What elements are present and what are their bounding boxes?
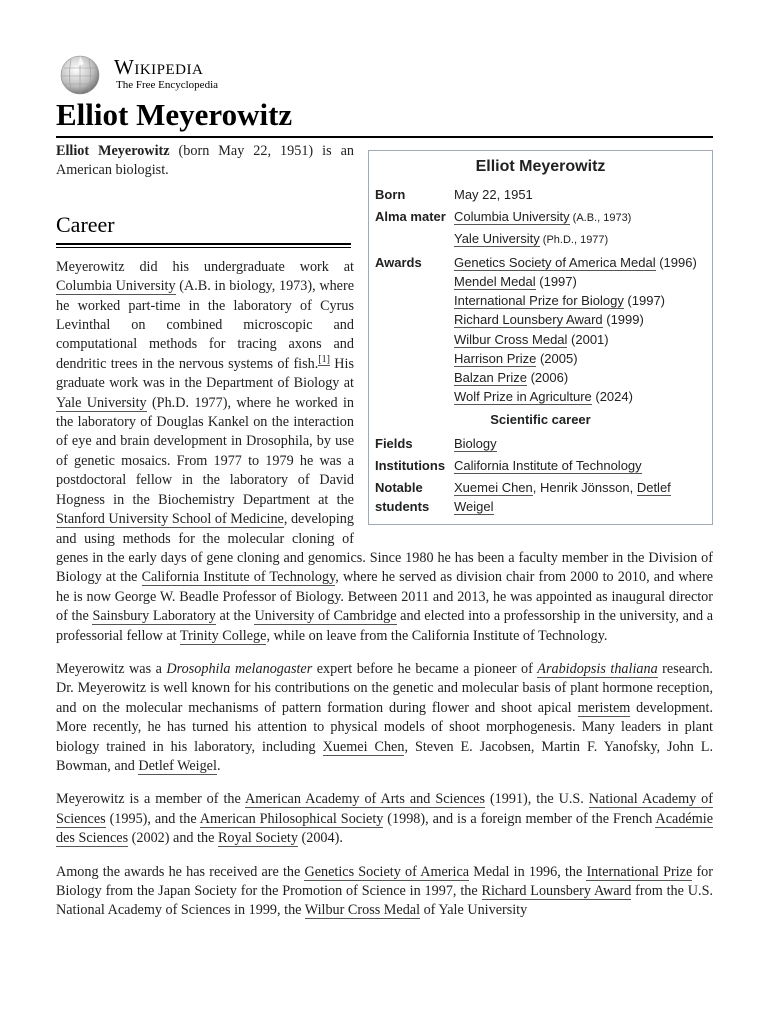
infobox-value: May 22, 1951 [454,187,533,203]
link-trinity-college[interactable]: Trinity College [179,627,267,644]
link-sainsbury-laboratory[interactable]: Sainsbury Laboratory [92,608,216,625]
infobox-label: Awards [375,254,422,270]
link-xuemei-chen[interactable]: Xuemei Chen [454,480,533,496]
award-item: Richard Lounsbery Award (1999) [454,312,644,328]
award-link[interactable]: Genetics Society of America Medal [454,254,656,270]
link-american-academy[interactable]: American Academy of Arts and Sciences [245,791,485,808]
paragraph-career-4: Among the awards he has received are the Genetics Society of America Medal in 1996, the International Prize for Biology from the Japan Society for the Promotion of Science in 1997, the Richard Lounsbery Award from the U.S. National Academy of Sciences in 1999, the Wilbur Cross Medal of Yale University [56,863,714,919]
link-caltech[interactable]: California Institute of Technology [454,457,642,473]
award-link[interactable]: International Prize for Biology [454,293,624,309]
paragraph-career-2: Meyerowitz was a Drosophila melanogaster expert before he became a pioneer of Arabidopsis thaliana research. Dr. Meyerowitz is well known for his contributions on the genetic and molecular basis of plant hormone reception, and on the molecular mechanisms of pattern formation during flower and shoot apical meristem development. More recently, he has turned his attention to physical models of shoot morphogenesis. Many leaders in plant biology trained in his laboratory, including Xuemei Chen, Steven E. Jacobsen, Martin F. Yanofsky, John L. Bowman, and Detlef Weigel. [56,660,714,774]
infobox-label: Fields [375,435,413,451]
link-meristem[interactable]: meristem [577,699,631,716]
link-caltech[interactable]: California Institute of Technology [141,569,336,586]
infobox [368,150,713,525]
infobox-row-notable-students [375,478,706,516]
infobox-label: Institutions [375,457,446,473]
award-item: Harrison Prize (2005) [454,350,578,366]
infobox-section-scientific-career: Scientific career [490,412,591,428]
award-item: Mendel Medal (1997) [454,274,577,290]
award-link[interactable]: Balzan Prize [454,370,527,386]
wikipedia-globe-icon [56,54,104,96]
reference-link[interactable]: [1] [318,354,330,366]
award-link[interactable]: Richard Lounsbery Award [454,312,603,328]
link-academie-des-sciences[interactable]: Académie des Sciences [56,810,713,847]
link-american-philosophical-society[interactable]: American Philosophical Society [199,810,384,827]
section-heading-career: Career [56,211,115,237]
degree-note: (Ph.D., 1977) [539,233,609,246]
infobox-title: Elliot Meyerowitz [475,158,606,175]
wikipedia-logo[interactable] [56,54,256,96]
infobox-row-awards [375,253,706,407]
link-international-prize[interactable]: International Prize [586,863,693,880]
link-columbia-university[interactable]: Columbia University [454,209,570,225]
award-link[interactable]: Wolf Prize in Agriculture [454,389,592,405]
link-wilbur-cross-medal[interactable]: Wilbur Cross Medal [304,902,421,919]
infobox-value [454,434,706,453]
paragraph-career-3: Meyerowitz is a member of the American Academy of Arts and Sciences (1991), the U.S. National Academy of Sciences (1995), and the American Philosophical Society (1998), and is a foreign member of the French Académie des Sciences (2002) and the Royal Society (2004). [56,791,713,847]
link-university-of-cambridge[interactable]: University of Cambridge [254,608,397,625]
infobox-value [454,253,706,407]
infobox-row-fields [375,434,706,453]
infobox-value: Xuemei Chen, Henrik Jönsson, Detlef Weigel [454,480,671,515]
link-national-academy[interactable]: National Academy of Sciences [56,791,713,827]
infobox-row-institutions [375,456,706,475]
section-divider [56,243,351,248]
award-item: Genetics Society of America Medal (1996) [454,254,697,270]
link-yale-university[interactable]: Yale University [56,394,147,411]
infobox-row-alma-mater [375,207,706,249]
lead-name: Elliot Meyerowitz [56,143,170,159]
infobox-label: Born [375,187,406,203]
wikipedia-wordmark: Wikipedia [114,55,204,79]
award-item: Wilbur Cross Medal (2001) [454,331,609,347]
link-arabidopsis-thaliana[interactable]: Arabidopsis thaliana [537,660,658,677]
infobox-label: Notable students [375,480,430,515]
title-divider [56,136,713,138]
degree-note: (A.B., 1973) [569,212,632,225]
infobox-value [454,456,706,475]
link-detlef-weigel[interactable]: Detlef Weigel [454,480,671,515]
link-royal-society[interactable]: Royal Society [217,830,298,847]
award-item: Balzan Prize (2006) [454,370,569,386]
link-detlef-weigel[interactable]: Detlef Weigel [138,757,217,774]
link-stanford-medicine[interactable]: Stanford University School of Medicine [56,511,284,528]
infobox-row-born [375,185,706,204]
paragraph-career-1: Meyerowitz did his undergraduate work at Columbia University (A.B. in biology, 1973), where he worked part-time in the laboratory of Cyrus Levinthal on combined microscopic and computational methods for tracing axons and dendritic trees in the nervous systems of fish.[1] His graduate work was in the Department of Biology at Yale University (Ph.D. 1977), where he worked in the laboratory of Douglas Kankel on the interaction of eye and brain development in Drosophila, by use of genetic mosaics. From 1977 to 1979 he was a postdoctoral fellow in the laboratory of David Hogness in the Biochemistry Department at the Stanford University School of Medicine, developing and using methods for the molecular cloning of genes in the early days of gene cloning and genomics. Since 1980 he has been a faculty member in the Division of Biology at the California Institute of Technology, where he served as division chair from 2000 to 2010, and where he is now George W. Beadle Professor of Biology. Between 2011 and 2013, he was appointed as inaugural director of the Sainsbury Laboratory at the University of Cambridge and elected into a professorship in the university, and a professorial fellow at Trinity College, while on leave from the California Institute of Technology. [56,258,713,644]
taxon-drosophila: Drosophila melanogaster [166,660,313,677]
article-body [56,142,713,935]
link-yale-university[interactable]: Yale University [454,230,540,246]
lead-paragraph: Elliot Meyerowitz (born May 22, 1951) is an American biologist. [56,143,354,179]
link-genetics-society[interactable]: Genetics Society of America [304,863,470,880]
award-link[interactable]: Mendel Medal [454,274,536,290]
link-richard-lounsbery-award[interactable]: Richard Lounsbery Award [481,883,632,899]
infobox-label: Alma mater [375,209,446,225]
page-title: Elliot Meyerowitz [56,97,293,132]
award-item: Wolf Prize in Agriculture (2024) [454,389,633,405]
award-item: International Prize for Biology (1997) [454,293,666,309]
link-biology[interactable]: Biology [454,435,497,451]
infobox-value [454,207,706,249]
award-link[interactable]: Wilbur Cross Medal [454,331,568,347]
link-xuemei-chen[interactable]: Xuemei Chen [322,738,405,755]
award-link[interactable]: Harrison Prize [454,350,537,366]
wikipedia-tagline: The Free Encyclopedia [116,79,219,91]
link-columbia-university[interactable]: Columbia University [56,278,176,295]
